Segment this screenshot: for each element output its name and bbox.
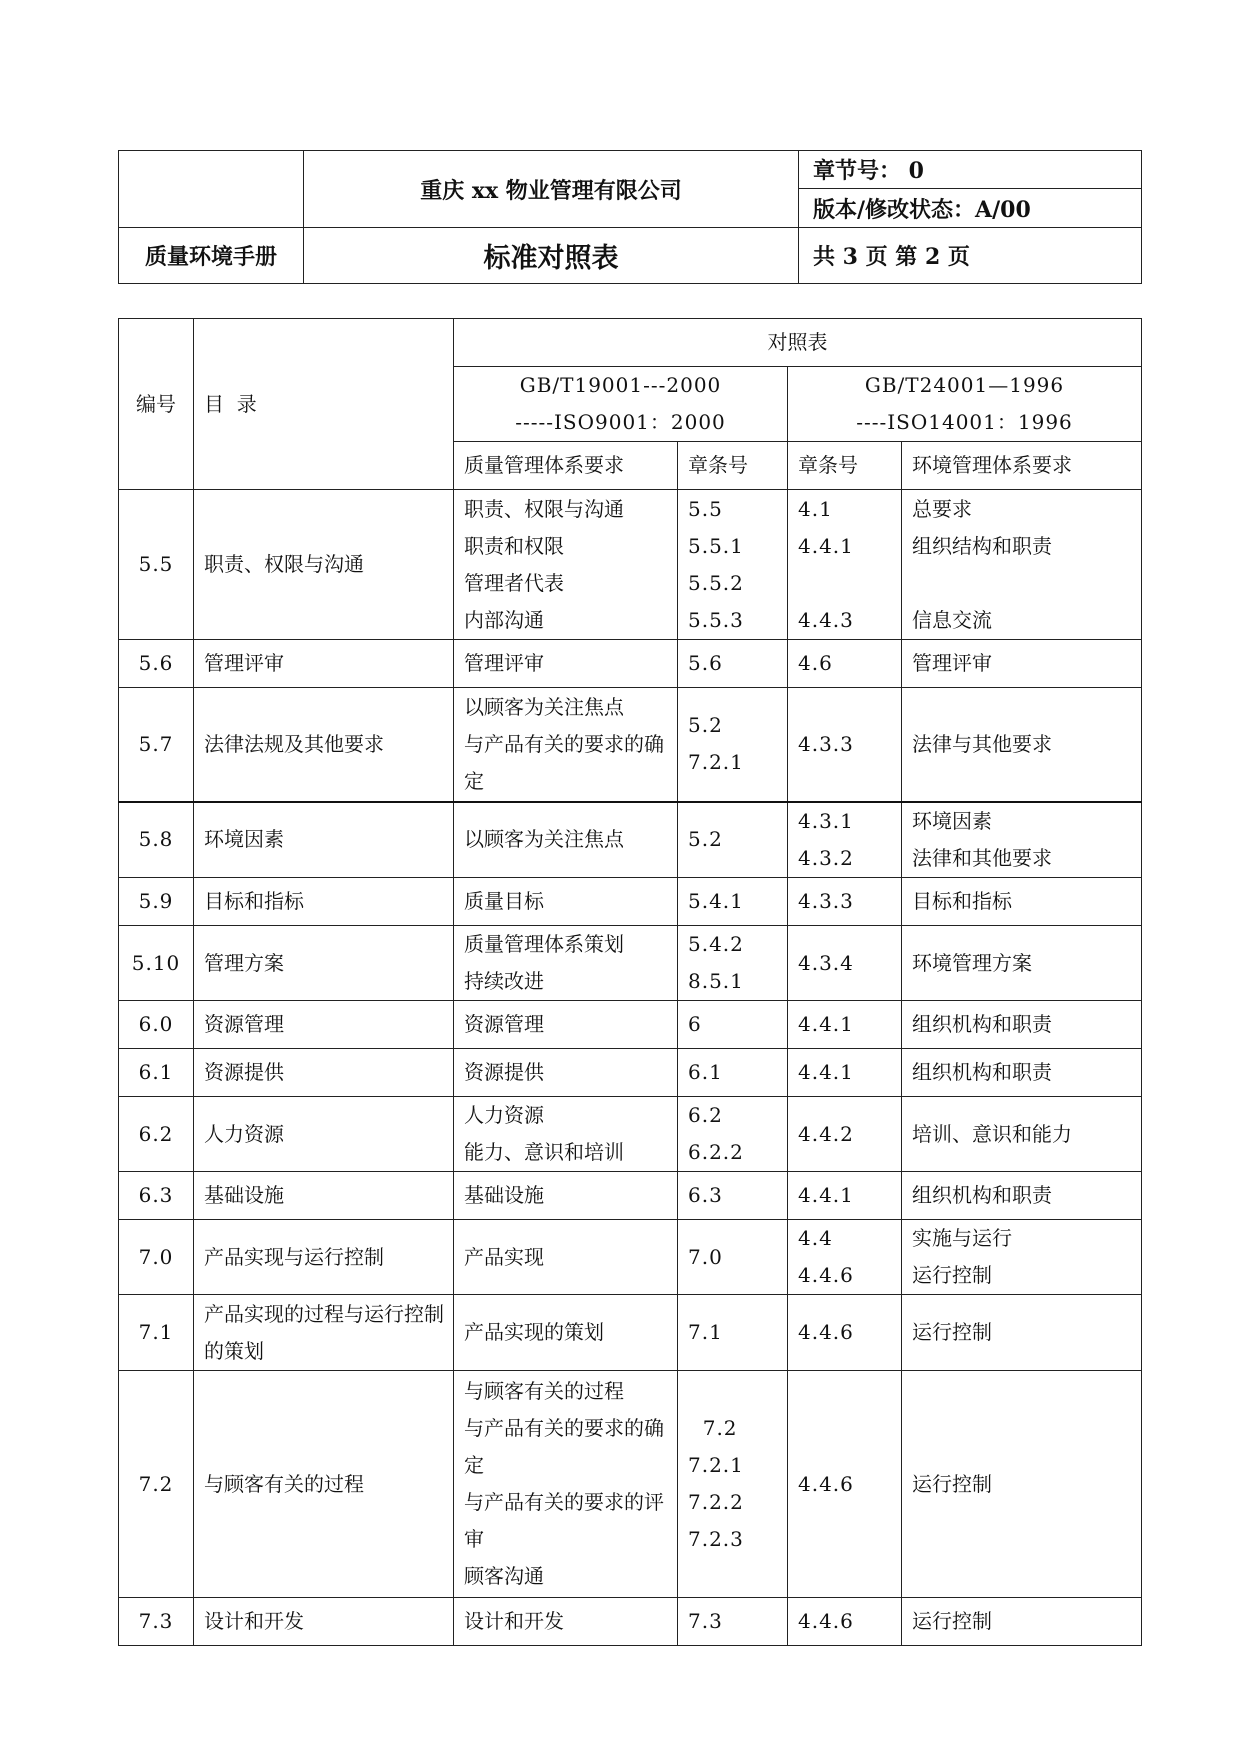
cell-line: 目标和指标	[912, 889, 1012, 913]
cell-line: 资源提供	[464, 1060, 544, 1084]
cell-line: 与产品有关的要求的确定	[464, 731, 664, 793]
row-quality-clause	[678, 802, 788, 878]
table-row	[119, 878, 1142, 926]
table-row	[119, 1295, 1142, 1371]
row-quality-requirement	[454, 490, 678, 640]
row-env-requirement	[902, 1220, 1142, 1295]
row-env-clause	[788, 688, 902, 802]
cell-line: 内部沟通	[464, 607, 544, 632]
cell-line: 产品实现与运行控制	[204, 1244, 384, 1269]
cell-line: 4.1	[798, 496, 833, 521]
row-catalog	[194, 926, 454, 1001]
row-catalog	[194, 490, 454, 640]
row-env-requirement	[902, 1598, 1142, 1646]
cell-line: 4.3.1	[798, 808, 854, 833]
row-catalog	[194, 878, 454, 926]
row-env-requirement	[902, 1172, 1142, 1220]
cell-line: 4.3.2	[798, 845, 854, 870]
row-number: 5.9	[119, 878, 194, 926]
cell-line: 设计和开发	[464, 1609, 564, 1633]
subheader-env-clause: 章条号	[788, 442, 902, 490]
row-catalog	[194, 802, 454, 878]
chapter-number: 章节号： 0	[799, 151, 1142, 189]
row-number: 5.10	[119, 926, 194, 1001]
row-quality-clause	[678, 1220, 788, 1295]
cell-line: 管理方案	[204, 950, 284, 975]
row-catalog	[194, 1295, 454, 1371]
cell-line: 4.4.6	[798, 1263, 854, 1287]
table-body	[119, 490, 1142, 1646]
cell-line: 产品实现的策划	[464, 1320, 604, 1344]
std-gb19001-header	[454, 367, 788, 442]
row-catalog	[194, 1220, 454, 1295]
cell-line: 7.0	[688, 1244, 723, 1269]
cell-line: 职责、权限与沟通	[464, 496, 624, 521]
row-catalog	[194, 640, 454, 688]
cell-line: 产品实现的过程与运行控制的策划	[204, 1301, 444, 1363]
col-header-number: 编号	[119, 319, 194, 490]
table-row	[119, 926, 1142, 1001]
row-number: 7.0	[119, 1220, 194, 1295]
cell-line	[798, 565, 901, 602]
cell-line: 组织机构和职责	[912, 1012, 1052, 1036]
cell-line: 人力资源	[464, 1103, 544, 1127]
cell-line: 法律法规及其他要求	[204, 731, 384, 756]
row-number: 6.0	[119, 1001, 194, 1049]
cell-line: 6.3	[688, 1183, 723, 1207]
cell-line: 质量目标	[464, 889, 544, 913]
table-row	[119, 1097, 1142, 1172]
row-quality-requirement	[454, 1295, 678, 1371]
cell-line: 6.2	[688, 1103, 723, 1127]
cell-line: 信息交流	[912, 607, 992, 632]
row-env-requirement	[902, 1295, 1142, 1371]
row-quality-requirement	[454, 802, 678, 878]
logo-cell	[119, 151, 304, 228]
row-env-requirement	[902, 1371, 1142, 1598]
document-header	[118, 150, 1142, 284]
cell-line: 4.4.6	[798, 1609, 854, 1633]
cell-line: 与产品有关的要求的评审	[464, 1490, 664, 1551]
cell-line: 6.2.2	[688, 1140, 744, 1164]
cell-line: 7.2.1	[688, 1453, 744, 1477]
cell-line: 4.4.1	[798, 1183, 854, 1207]
row-env-clause	[788, 1172, 902, 1220]
table-row	[119, 640, 1142, 688]
cell-line: 职责、权限与沟通	[204, 552, 364, 576]
cell-line: 资源管理	[204, 1012, 284, 1036]
subheader-quality-req: 质量管理体系要求	[454, 442, 678, 490]
cell-line: 运行控制	[912, 1320, 992, 1344]
cell-line: 管理者代表	[464, 570, 564, 595]
table-row	[119, 1001, 1142, 1049]
row-env-requirement	[902, 688, 1142, 802]
row-quality-requirement	[454, 1172, 678, 1220]
cell-line: 5.5.1	[688, 533, 744, 558]
std1-line1: GB/T19001---2000	[519, 373, 722, 397]
cell-line: 基础设施	[204, 1183, 284, 1207]
cell-line: 目标和指标	[204, 889, 304, 913]
cell-line: 4.4.3	[798, 607, 854, 632]
manual-name: 质量环境手册	[119, 228, 304, 284]
cell-line: 4.3.4	[798, 950, 854, 975]
row-quality-clause	[678, 1001, 788, 1049]
cell-line: 顾客沟通	[464, 1564, 544, 1588]
row-number: 6.3	[119, 1172, 194, 1220]
row-catalog	[194, 1371, 454, 1598]
cell-line: 4.6	[798, 651, 833, 675]
row-number: 6.2	[119, 1097, 194, 1172]
cell-line: 6	[688, 1012, 702, 1036]
row-quality-requirement	[454, 1220, 678, 1295]
row-catalog	[194, 1598, 454, 1646]
subheader-env-req: 环境管理体系要求	[902, 442, 1142, 490]
cell-line: 基础设施	[464, 1183, 544, 1207]
table-row	[119, 802, 1142, 878]
row-env-requirement	[902, 878, 1142, 926]
row-env-clause	[788, 640, 902, 688]
cell-line: 5.5.2	[688, 570, 744, 595]
cell-line: 总要求	[912, 496, 972, 521]
row-number: 5.7	[119, 688, 194, 802]
cell-line: 7.2.3	[688, 1527, 744, 1551]
row-quality-clause	[678, 490, 788, 640]
row-env-requirement	[902, 1001, 1142, 1049]
cell-line: 4.3.3	[798, 889, 854, 913]
row-quality-clause	[678, 1295, 788, 1371]
row-env-requirement	[902, 490, 1142, 640]
cell-line: 能力、意识和培训	[464, 1140, 624, 1164]
cell-line: 管理评审	[464, 651, 544, 675]
cell-line: 持续改进	[464, 969, 544, 993]
cell-line: 4.4	[798, 1226, 833, 1250]
cell-line: 5.5	[688, 496, 723, 521]
row-env-requirement	[902, 1097, 1142, 1172]
standards-comparison-table	[118, 318, 1142, 1646]
row-quality-requirement	[454, 1598, 678, 1646]
cell-line: 运行控制	[912, 1263, 992, 1287]
cell-line: 4.4.6	[798, 1320, 854, 1344]
cell-line: 5.6	[688, 651, 723, 675]
compare-header: 对照表	[454, 319, 1142, 367]
row-number: 7.1	[119, 1295, 194, 1371]
cell-line: 7.2	[688, 1416, 738, 1440]
cell-line: 产品实现	[464, 1244, 544, 1269]
row-env-requirement	[902, 1049, 1142, 1097]
document-title: 标准对照表	[304, 228, 799, 284]
cell-line: 环境因素	[912, 808, 992, 833]
page-count: 共 3 页 第 2 页	[799, 228, 1142, 284]
row-quality-requirement	[454, 1371, 678, 1598]
cell-line	[912, 565, 1141, 602]
row-catalog	[194, 1001, 454, 1049]
cell-line: 与顾客有关的过程	[464, 1379, 624, 1403]
row-quality-requirement	[454, 926, 678, 1001]
cell-line: 5.2	[688, 827, 723, 852]
row-env-clause	[788, 1001, 902, 1049]
row-env-clause	[788, 1295, 902, 1371]
cell-line: 5.4.2	[688, 932, 744, 956]
cell-line: 8.5.1	[688, 969, 744, 993]
cell-line: 环境因素	[204, 827, 284, 852]
row-env-clause	[788, 1598, 902, 1646]
row-catalog	[194, 1049, 454, 1097]
row-env-clause	[788, 926, 902, 1001]
cell-line: 与顾客有关的过程	[204, 1471, 364, 1496]
cell-line: 培训、意识和能力	[912, 1121, 1072, 1146]
cell-line: 管理评审	[912, 651, 992, 675]
cell-line: 运行控制	[912, 1609, 992, 1633]
cell-line: 管理评审	[204, 651, 284, 675]
subheader-quality-clause: 章条号	[678, 442, 788, 490]
cell-line: 5.5.3	[688, 607, 744, 632]
row-env-clause	[788, 802, 902, 878]
row-catalog	[194, 688, 454, 802]
row-env-clause	[788, 878, 902, 926]
cell-line: 4.4.2	[798, 1121, 854, 1146]
row-env-clause	[788, 1097, 902, 1172]
row-quality-clause	[678, 1172, 788, 1220]
cell-line: 质量管理体系策划	[464, 932, 624, 956]
table-row	[119, 688, 1142, 802]
row-quality-clause	[678, 688, 788, 802]
cell-line: 4.4.1	[798, 533, 854, 558]
row-quality-clause	[678, 878, 788, 926]
cell-line: 运行控制	[912, 1471, 992, 1496]
row-number: 7.3	[119, 1598, 194, 1646]
cell-line: 实施与运行	[912, 1226, 1012, 1250]
std1-line2: -----ISO9001：2000	[515, 410, 726, 434]
table-row	[119, 1598, 1142, 1646]
std2-line2: ----ISO14001：1996	[856, 410, 1073, 434]
cell-line: 设计和开发	[204, 1609, 304, 1633]
cell-line: 4.3.3	[798, 731, 854, 756]
cell-line: 组织机构和职责	[912, 1060, 1052, 1084]
row-catalog	[194, 1097, 454, 1172]
row-number: 6.1	[119, 1049, 194, 1097]
cell-line: 法律和其他要求	[912, 845, 1052, 870]
cell-line: 组织机构和职责	[912, 1183, 1052, 1207]
cell-line: 4.4.1	[798, 1060, 854, 1084]
cell-line: 人力资源	[204, 1121, 284, 1146]
cell-line: 6.1	[688, 1060, 723, 1084]
row-number: 5.8	[119, 802, 194, 878]
cell-line: 以顾客为关注焦点	[464, 694, 624, 719]
cell-line: 7.2.2	[688, 1490, 744, 1514]
company-name: 重庆 xx 物业管理有限公司	[304, 151, 799, 228]
cell-line: 4.4.6	[798, 1471, 854, 1496]
row-quality-requirement	[454, 640, 678, 688]
row-env-clause	[788, 1049, 902, 1097]
row-number: 7.2	[119, 1371, 194, 1598]
row-env-requirement	[902, 802, 1142, 878]
row-quality-clause	[678, 926, 788, 1001]
cell-line: 与产品有关的要求的确定	[464, 1416, 664, 1477]
row-quality-clause	[678, 1097, 788, 1172]
row-quality-requirement	[454, 688, 678, 802]
row-env-requirement	[902, 640, 1142, 688]
cell-line: 7.1	[688, 1320, 723, 1344]
table-row	[119, 490, 1142, 640]
cell-line: 环境管理方案	[912, 950, 1032, 975]
row-quality-clause	[678, 640, 788, 688]
row-env-clause	[788, 490, 902, 640]
row-number: 5.5	[119, 490, 194, 640]
row-quality-clause	[678, 1049, 788, 1097]
cell-line: 资源管理	[464, 1012, 544, 1036]
row-quality-requirement	[454, 1097, 678, 1172]
row-env-clause	[788, 1220, 902, 1295]
std2-line1: GB/T24001—1996	[864, 373, 1065, 397]
row-quality-clause	[678, 1371, 788, 1598]
row-quality-clause	[678, 1598, 788, 1646]
cell-line: 资源提供	[204, 1060, 284, 1084]
table-row	[119, 1371, 1142, 1598]
cell-line: 7.2.1	[688, 750, 744, 775]
row-number: 5.6	[119, 640, 194, 688]
cell-line: 5.4.1	[688, 889, 744, 913]
cell-line: 组织结构和职责	[912, 533, 1052, 558]
row-quality-requirement	[454, 1049, 678, 1097]
table-row	[119, 1172, 1142, 1220]
cell-line: 4.4.1	[798, 1012, 854, 1036]
row-quality-requirement	[454, 878, 678, 926]
row-env-requirement	[902, 926, 1142, 1001]
row-env-clause	[788, 1371, 902, 1598]
version-status: 版本/修改状态：A/00	[799, 189, 1142, 228]
row-quality-requirement	[454, 1001, 678, 1049]
row-catalog	[194, 1172, 454, 1220]
cell-line: 职责和权限	[464, 533, 564, 558]
cell-line: 以顾客为关注焦点	[464, 827, 624, 852]
table-row	[119, 1049, 1142, 1097]
cell-line: 7.3	[688, 1609, 723, 1633]
cell-line: 法律与其他要求	[912, 731, 1052, 756]
table-row	[119, 1220, 1142, 1295]
col-header-catalog: 目 录	[194, 319, 454, 490]
cell-line: 5.2	[688, 713, 723, 738]
std-gb24001-header	[788, 367, 1142, 442]
